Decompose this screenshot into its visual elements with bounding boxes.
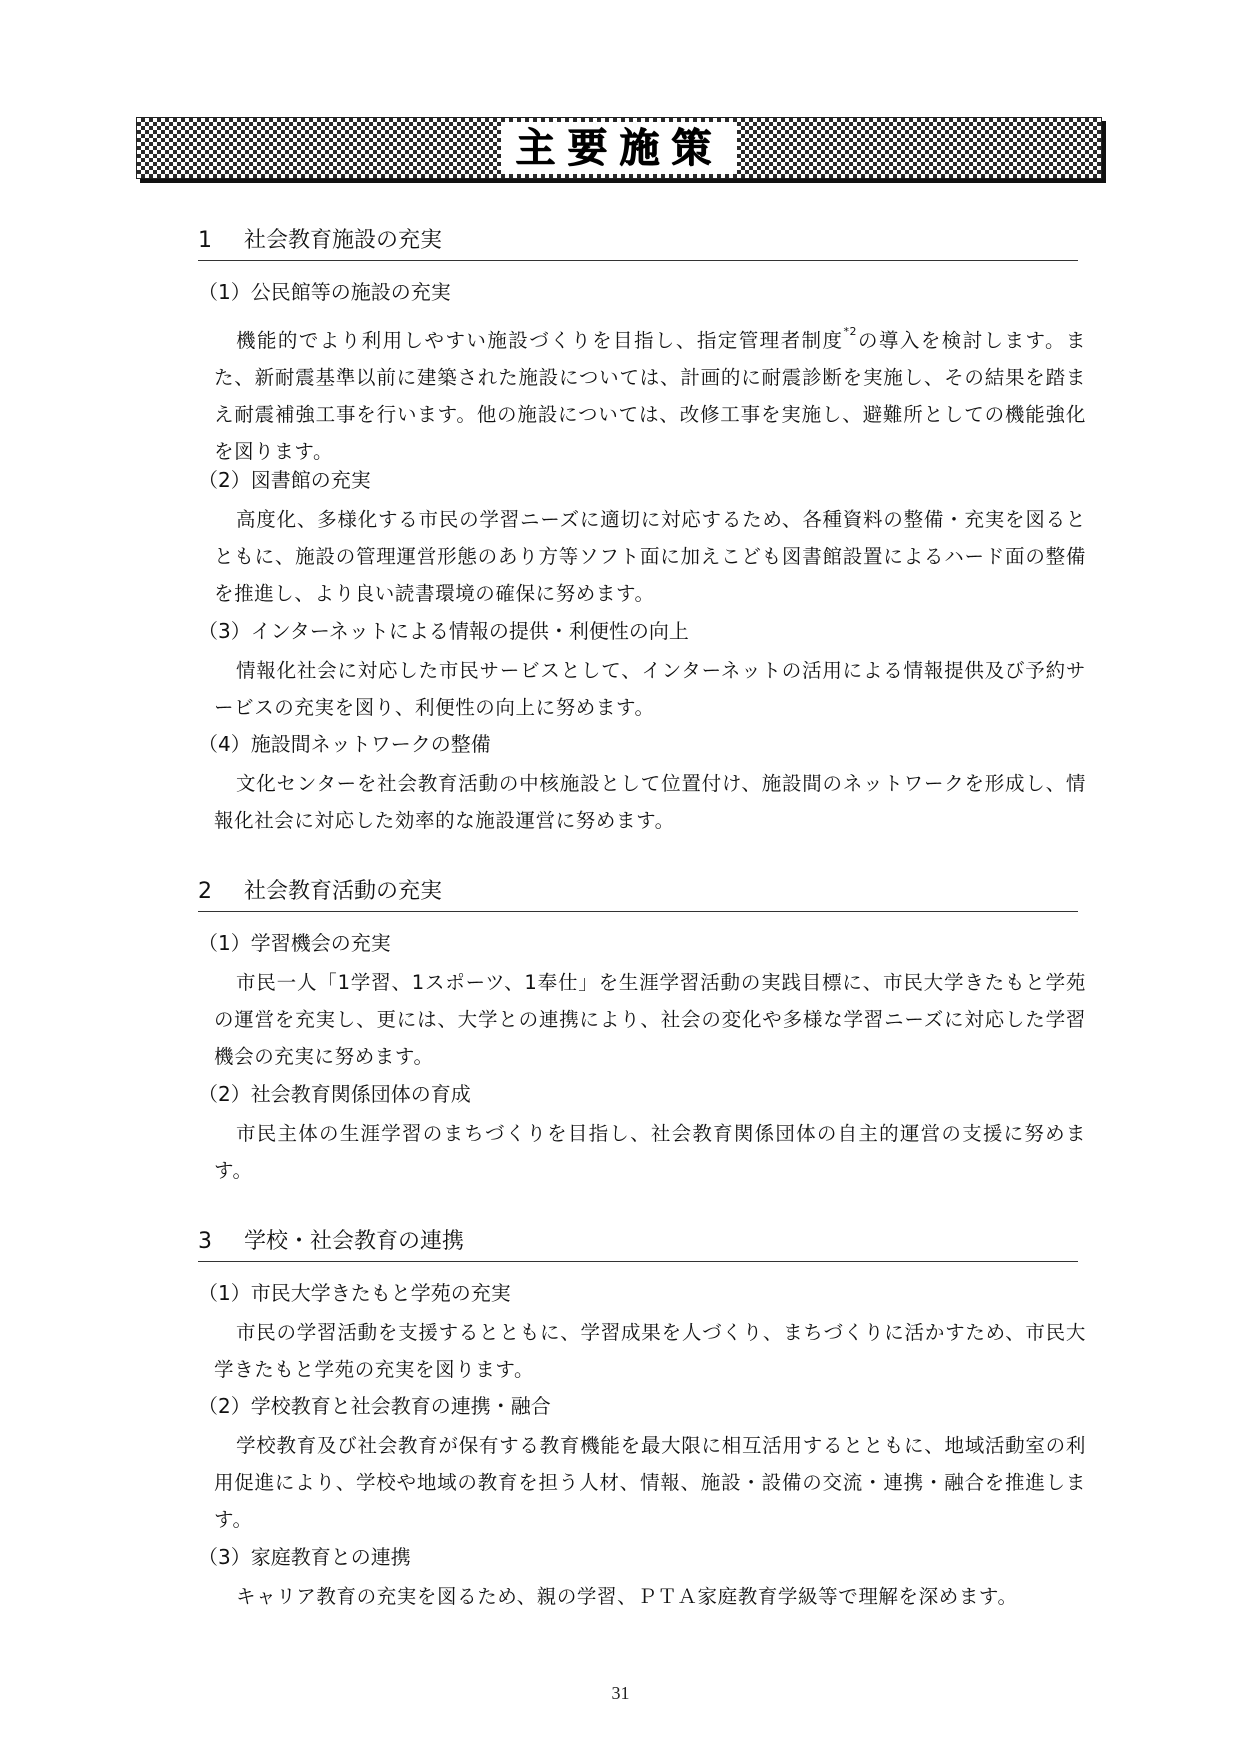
section-title: 社会教育活動の充実 xyxy=(244,879,443,904)
item-heading: （2）社会教育関係団体の育成 xyxy=(198,1082,471,1106)
item-paragraph: 市民一人「1学習、1スポーツ、1奉仕」を生涯学習活動の実践目標に、市民大学きたもと学苑の運営を充実し、更には、大学との連携により、社会の変化や多様な学習ニーズに対応した学習機会の充実に努めます。 xyxy=(214,971,1086,1068)
item-heading: （4）施設間ネットワークの整備 xyxy=(198,732,491,756)
item-heading: （2）図書館の充実 xyxy=(198,468,371,492)
section-number: 1 xyxy=(198,228,212,253)
section-title: 学校・社会教育の連携 xyxy=(244,1229,465,1254)
item-heading: （3）インターネットによる情報の提供・利便性の向上 xyxy=(198,619,689,643)
item-paragraph xyxy=(214,313,1086,470)
section-title: 社会教育施設の充実 xyxy=(244,228,443,253)
page-number: 31 xyxy=(611,1683,630,1703)
item-heading: （1）学習機会の充実 xyxy=(198,931,391,955)
item-heading: （1）市民大学きたもと学苑の充実 xyxy=(198,1281,511,1305)
item-paragraph: 市民主体の生涯学習のまちづくりを目指し、社会教育関係団体の自主的運営の支援に努めます。 xyxy=(214,1122,1086,1182)
banner-shadow-right xyxy=(1102,121,1106,183)
item-paragraph: 文化センターを社会教育活動の中核施設として位置付け、施設間のネットワークを形成し、情報化社会に対応した効率的な施設運営に努めます。 xyxy=(214,772,1086,832)
page-title: 主要施策 xyxy=(501,122,737,174)
item-paragraph: 市民の学習活動を支援するとともに、学習成果を人づくり、まちづくりに活かすため、市民大学きたもと学苑の充実を図ります。 xyxy=(214,1321,1086,1381)
item-paragraph: キャリア教育の充実を図るため、親の学習、ＰＴＡ家庭教育学級等で理解を深めます。 xyxy=(236,1585,1018,1608)
section-heading-3 xyxy=(198,1227,1078,1262)
item-heading: （1）公民館等の施設の充実 xyxy=(198,280,451,304)
paragraph-text: 機能的でより利用しやすい施設づくりを目指し、指定管理者制度 xyxy=(236,329,844,352)
item-heading: （2）学校教育と社会教育の連携・融合 xyxy=(198,1394,551,1418)
section-number: 3 xyxy=(198,1229,212,1254)
item-paragraph: 高度化、多様化する市民の学習ニーズに適切に対応するため、各種資料の整備・充実を図るとともに、施設の管理運営形態のあり方等ソフト面に加えこども図書館設置によるハード面の整備を推進し、より良い読書環境の確保に努めます。 xyxy=(214,508,1086,605)
item-heading: （3）家庭教育との連携 xyxy=(198,1545,411,1569)
item-paragraph: 情報化社会に対応した市民サービスとして、インターネットの活用による情報提供及び予約サービスの充実を図り、利便性の向上に努めます。 xyxy=(214,659,1086,719)
footnote-marker: *2 xyxy=(843,325,858,338)
item-paragraph: 学校教育及び社会教育が保有する教育機能を最大限に相互活用するとともに、地域活動室の利用促進により、学校や地域の教育を担う人材、情報、施設・設備の交流・連携・融合を推進します。 xyxy=(214,1434,1086,1531)
section-heading-2 xyxy=(198,877,1078,912)
title-banner xyxy=(136,117,1102,179)
paragraph-text: の導入を検討します。また、新耐震基準以前に建築された施設については、計画的に耐震診断を実施し、その結果を踏まえ耐震補強工事を行います。他の施設については、改修工事を実施し、避難所としての機能強化を図ります。 xyxy=(214,329,1086,463)
section-heading-1 xyxy=(198,226,1078,261)
banner-shadow xyxy=(140,179,1106,183)
section-number: 2 xyxy=(198,879,212,904)
